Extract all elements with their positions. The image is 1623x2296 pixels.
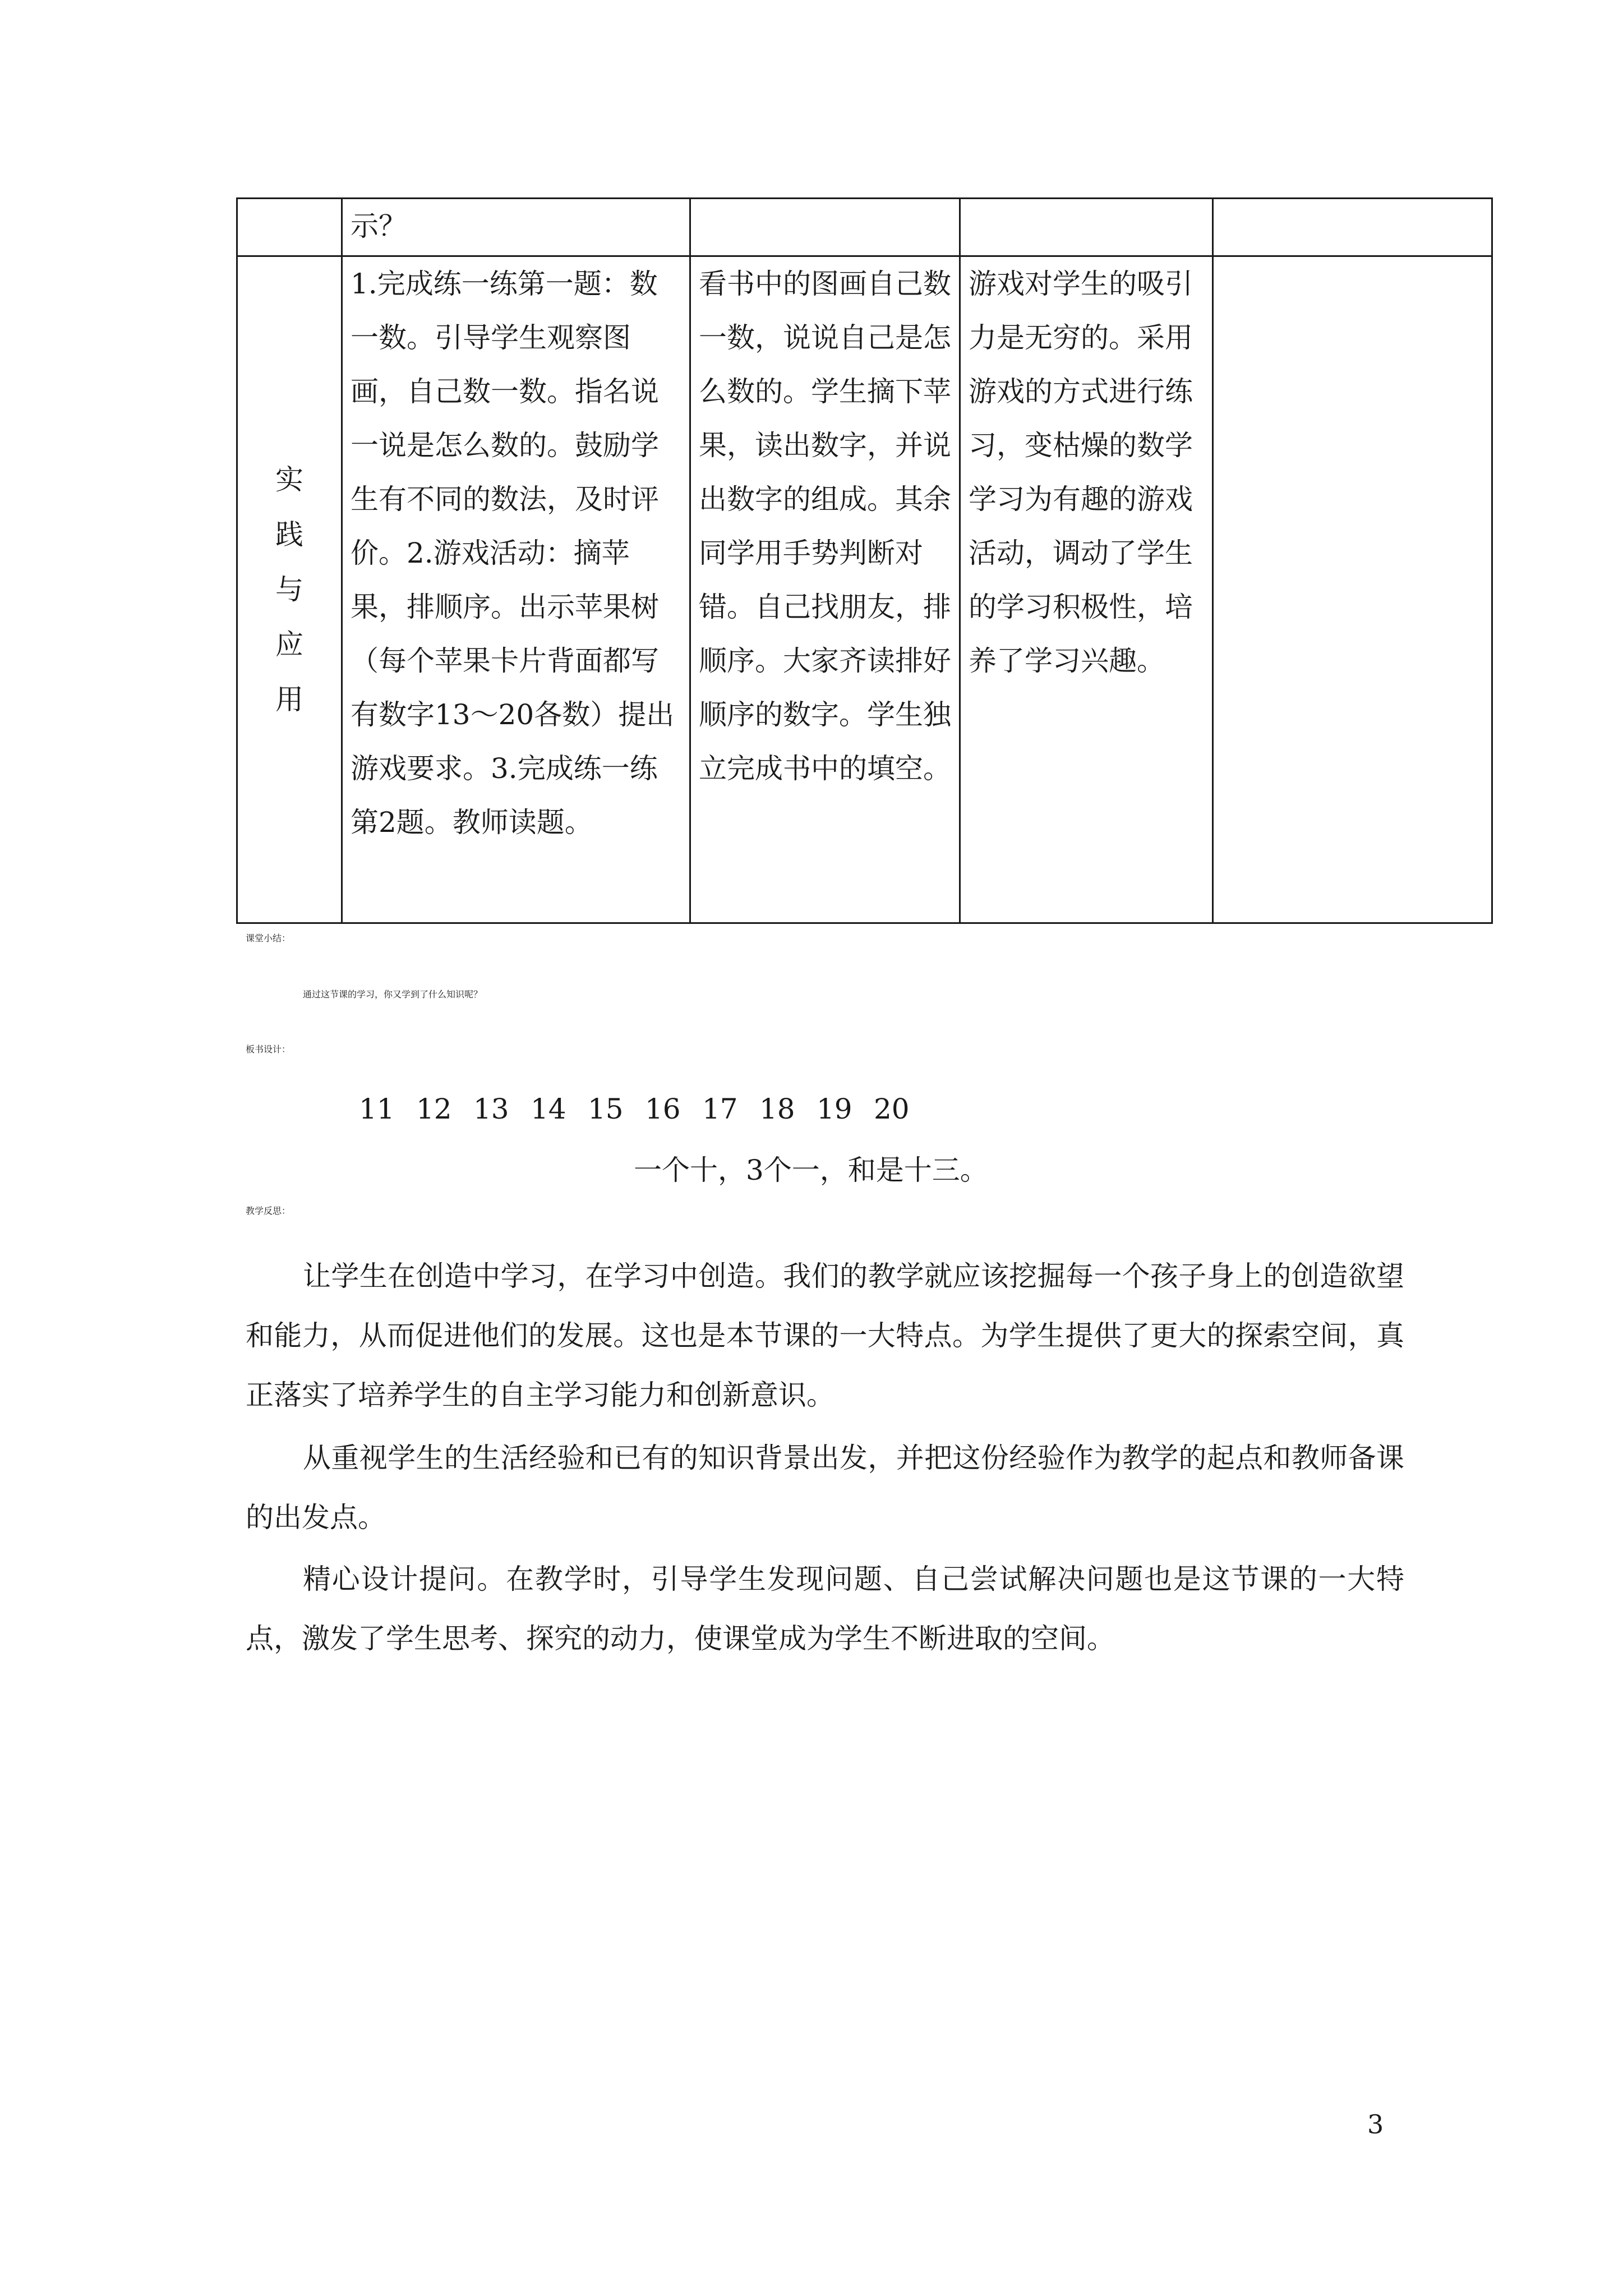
lesson-table <box>236 197 1493 924</box>
page-number: 3 <box>1367 2109 1384 2139</box>
design-intent-cell <box>960 199 1213 256</box>
board-label: 板书设计： <box>246 1044 291 1055</box>
notes-cell <box>1213 256 1492 923</box>
reflection-paragraph: 让学生在创造中学习，在学习中创造。我们的教学就应该挖掘每一个孩子身上的创造欲望和能力，从而促进他们的发展。这也是本节课的一大特点。为学生提供了更大的探索空间，真正落实了培养学生的自主学习能力和创新意识。 <box>246 1260 1404 1411</box>
stage-cell <box>237 256 342 923</box>
board-number: 20 <box>874 1093 910 1125</box>
stage-cell <box>237 199 342 256</box>
board-formula: 一个十，3个一，和是十三。 <box>634 1154 988 1186</box>
notes-cell <box>1213 199 1492 256</box>
board-number: 17 <box>702 1093 738 1125</box>
table-row <box>237 256 1492 923</box>
board-number: 11 <box>359 1093 395 1125</box>
board-numbers <box>359 1093 931 1125</box>
board-number: 12 <box>416 1093 452 1125</box>
teacher-activity-cell: 1.完成练一练第一题：数一数。引导学生观察图画，自己数一数。指名说一说是怎么数的。鼓励学生有不同的数法，及时评价。2.游戏活动：摘苹果，排顺序。出示苹果树（每个苹果卡片背面都写有数字13～20各数）提出游戏要求。3.完成练一练第2题。教师读题。 <box>342 256 690 923</box>
summary-text: 通过这节课的学习，你又学到了什么知识呢？ <box>303 989 483 1000</box>
student-activity-cell <box>690 199 960 256</box>
reflection-paragraph: 精心设计提问。在教学时，引导学生发现问题、自己尝试解决问题也是这节课的一大特点，激发了学生思考、探究的动力，使课堂成为学生不断进取的空间。 <box>246 1563 1404 1655</box>
stage-char: 用 <box>275 683 303 716</box>
board-number: 18 <box>759 1093 795 1125</box>
stage-char: 应 <box>275 628 303 661</box>
board-number: 19 <box>817 1093 852 1125</box>
student-activity-cell: 看书中的图画自己数一数，说说自己是怎么数的。学生摘下苹果，读出数字，并说出数字的组成。其余同学用手势判断对错。自己找朋友，排顺序。大家齐读排好顺序的数字。学生独立完成书中的填空。 <box>690 256 960 923</box>
table-row <box>237 199 1492 256</box>
reflection-paragraph: 从重视学生的生活经验和已有的知识背景出发，并把这份经验作为教学的起点和教师备课的出发点。 <box>246 1442 1404 1534</box>
board-number: 14 <box>531 1093 566 1125</box>
teacher-activity-cell: 示？ <box>342 199 690 256</box>
design-intent-cell: 游戏对学生的吸引力是无穷的。采用游戏的方式进行练习，变枯燥的数学学习为有趣的游戏活动，调动了学生的学习积极性，培养了学习兴趣。 <box>960 256 1213 923</box>
board-number: 15 <box>588 1093 624 1125</box>
summary-label: 课堂小结： <box>246 933 291 944</box>
board-number: 16 <box>645 1093 681 1125</box>
board-number: 13 <box>473 1093 509 1125</box>
stage-char: 践 <box>275 518 303 551</box>
stage-char: 与 <box>275 573 303 606</box>
reflection-label: 教学反思： <box>246 1205 291 1216</box>
stage-char: 实 <box>275 463 303 496</box>
